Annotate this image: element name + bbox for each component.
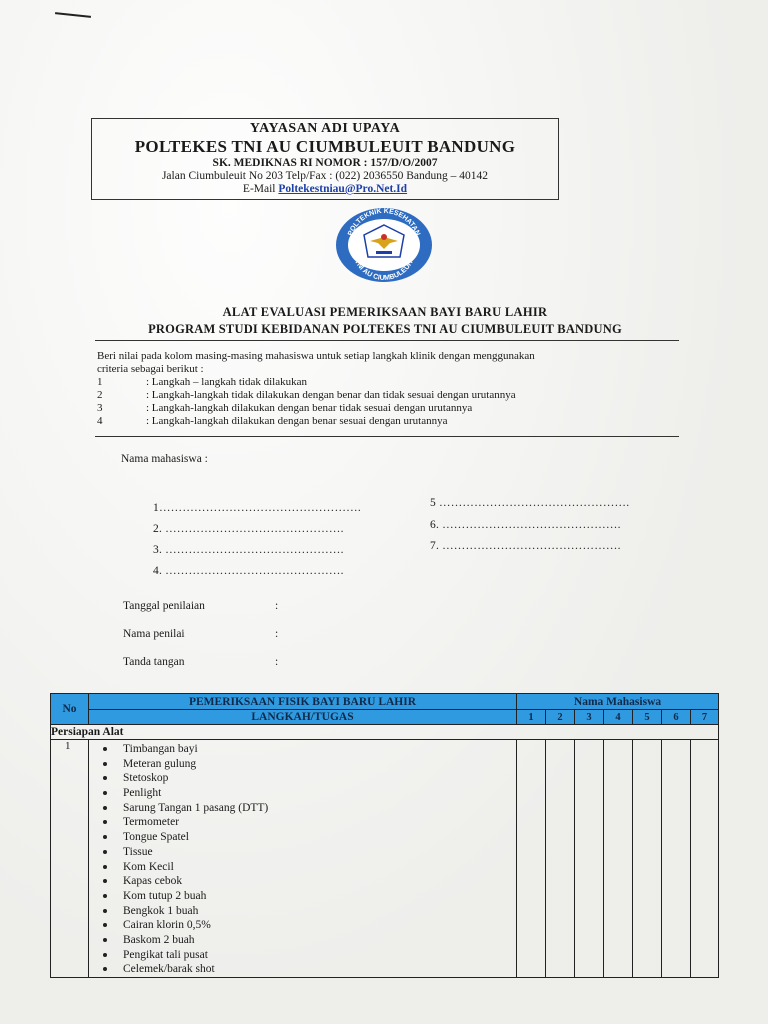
list-item: Pengikat tali pusat [123, 948, 516, 963]
list-item: Termometer [123, 815, 516, 830]
student-col-3: 3 [575, 710, 604, 725]
student-col-7: 7 [691, 710, 719, 725]
field-colon: : [275, 656, 279, 668]
divider-bottom [95, 436, 679, 437]
student-name-line-2[interactable]: 2. ………………………………………. [153, 523, 344, 535]
list-item: Timbangan bayi [123, 742, 516, 757]
score-cell-2[interactable] [546, 740, 575, 978]
field-label: Tanda tangan [123, 656, 185, 668]
header-no: No [51, 694, 89, 725]
divider-top [95, 340, 679, 341]
logo-top-text: POLTEKNIK KESEHATAN [347, 207, 421, 237]
student-name-line-7[interactable]: 7. ………………………………………. [430, 540, 621, 552]
criteria-item [97, 402, 687, 415]
field-signature[interactable] [123, 656, 293, 668]
student-col-6: 6 [662, 710, 691, 725]
address-line: Jalan Ciumbuleuit No 203 Telp/Fax : (022) 2036550 Bandung – 40142 [161, 170, 489, 182]
criteria-intro-2: criteria sebagai berikut : [97, 363, 204, 375]
list-item: Bengkok 1 buah [123, 904, 516, 919]
row-number: 1 [51, 740, 89, 978]
list-item: Cairan klorin 0,5% [123, 918, 516, 933]
form-title-line2: PROGRAM STUDI KEBIDANAN POLTEKES TNI AU CIUMBULEUIT BANDUNG [148, 322, 622, 336]
score-cell-1[interactable] [517, 740, 546, 978]
list-item: Tissue [123, 845, 516, 860]
criteria-text: : Langkah-langkah dilakukan dengan benar tidak sesuai dengan urutannya [146, 402, 473, 414]
header-students: Nama Mahasiswa [517, 694, 719, 710]
student-name-line-6[interactable]: 6. ………………………………………. [430, 519, 621, 531]
list-item: Stetoskop [123, 771, 516, 786]
field-assessor-name[interactable] [123, 628, 293, 640]
form-title [95, 305, 675, 337]
evaluation-table [50, 693, 719, 978]
student-col-5: 5 [633, 710, 662, 725]
criteria-text: : Langkah-langkah tidak dilakukan dengan benar dan tidak sesuai dengan urutannya [146, 389, 516, 401]
logo-emblem [381, 234, 387, 240]
student-col-1: 1 [517, 710, 546, 725]
table-header-row [51, 694, 719, 710]
table-subheader-row [51, 710, 719, 725]
section-title: Persiapan Alat [51, 725, 719, 740]
criteria-text: : Langkah-langkah dilakukan dengan benar sesuai dengan urutannya [146, 415, 448, 427]
list-item: Baskom 2 buah [123, 933, 516, 948]
criteria-intro-1: Beri nilai pada kolom masing-masing mahasiswa untuk setiap langkah klinik dengan menggunakan [97, 350, 535, 362]
list-item: Celemek/barak shot [123, 962, 516, 977]
score-cell-7[interactable] [691, 740, 719, 978]
logo-bottom-text: TNI AU CIUMBULEUIT [352, 258, 416, 282]
criteria-number: 4 [97, 415, 103, 427]
equipment-list [89, 742, 516, 977]
student-name-line-1[interactable]: 1……………………………………………. [153, 502, 361, 514]
student-name-line-5[interactable]: 5 …………………………………………. [430, 497, 630, 509]
score-cell-3[interactable] [575, 740, 604, 978]
list-item: Sarung Tangan 1 pasang (DTT) [123, 801, 516, 816]
institution-name: POLTEKES TNI AU CIUMBULEUIT BANDUNG [134, 137, 516, 156]
list-item: Kom tutup 2 buah [123, 889, 516, 904]
student-name-line-4[interactable]: 4. ………………………………………. [153, 565, 344, 577]
email-line [92, 183, 558, 196]
foundation-name: YAYASAN ADI UPAYA [249, 121, 401, 136]
field-label: Tanggal penilaian [123, 600, 205, 612]
score-cell-6[interactable] [662, 740, 691, 978]
student-col-2: 2 [546, 710, 575, 725]
list-item: Penlight [123, 786, 516, 801]
criteria-item [97, 376, 687, 389]
equipment-cell [89, 740, 517, 978]
header-task: LANGKAH/TUGAS [89, 710, 517, 725]
list-item: Kom Kecil [123, 860, 516, 875]
score-cell-4[interactable] [604, 740, 633, 978]
field-colon: : [275, 600, 279, 612]
section-row [51, 725, 719, 740]
list-item: Kapas cebok [123, 874, 516, 889]
institution-logo [334, 207, 434, 283]
criteria-item [97, 415, 687, 428]
email-label: E-Mail [242, 183, 276, 195]
score-cell-5[interactable] [633, 740, 662, 978]
field-label: Nama penilai [123, 628, 185, 640]
list-item: Tongue Spatel [123, 830, 516, 845]
form-title-line1: ALAT EVALUASI PEMERIKSAAN BAYI BARU LAHIR [222, 305, 548, 319]
header-exam: PEMERIKSAAN FISIK BAYI BARU LAHIR [89, 694, 517, 710]
criteria-block [97, 350, 687, 428]
list-item: Meteran gulung [123, 757, 516, 772]
email-link[interactable]: Poltekestniau@Pro.Net.Id [278, 183, 408, 195]
criteria-number: 1 [97, 376, 103, 388]
criteria-text: : Langkah – langkah tidak dilakukan [146, 376, 307, 388]
student-name-line-3[interactable]: 3. ………………………………………. [153, 544, 344, 556]
student-name-label: Nama mahasiswa : [121, 453, 208, 465]
field-colon: : [275, 628, 279, 640]
student-col-4: 4 [604, 710, 633, 725]
criteria-item [97, 389, 687, 402]
criteria-number: 3 [97, 402, 103, 414]
field-assessment-date[interactable] [123, 600, 293, 612]
logo-banner [376, 251, 392, 254]
table-row [51, 740, 719, 978]
decree-number: SK. MEDIKNAS RI NOMOR : 157/D/O/2007 [212, 157, 438, 169]
letterhead-box [91, 118, 559, 200]
criteria-number: 2 [97, 389, 103, 401]
